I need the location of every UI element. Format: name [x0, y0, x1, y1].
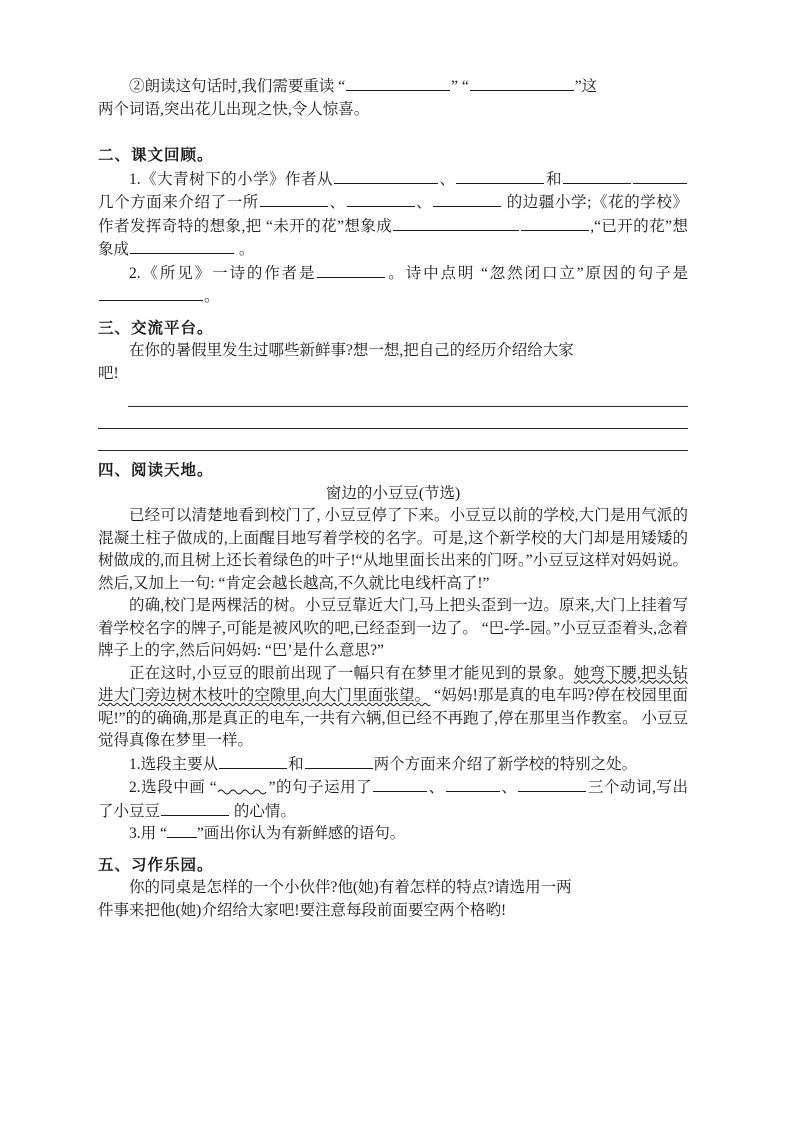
q1-text-h: 《花的学校》作者发挥奇特的想象,把 “未开的花”想象成 [98, 194, 688, 235]
section3-answer-area[interactable] [98, 385, 688, 451]
blank-field[interactable] [470, 75, 574, 91]
s4q2-text-b: ”的句子运用了 [268, 779, 373, 796]
blank-field[interactable] [347, 191, 415, 207]
blank-field[interactable] [518, 776, 586, 792]
q2-text-d: 。 [204, 288, 220, 305]
s4q2-text-e: 三个 [587, 779, 620, 796]
s4q2-text-c: 、 [428, 779, 445, 796]
passage-paragraph-1: 已经可以清楚地看到校门了, 小豆豆停了下来。小豆豆以前的学校,大门是用气派的混凝土柱子做成的,上面醒目地写着学校的名字。可是,这个新学校的大门却是用矮矮的树做成的,而且树上还长着绿色的叶子!“从地里面长出来的门呀。”小豆豆这样对妈妈说。然后,又加上一句: “肯定会越长越高,不久就比电线杆高了!” [98, 507, 688, 592]
q1-text-c: 和 [545, 170, 562, 188]
q1-text-j: 。 [235, 241, 255, 258]
blank-field[interactable] [219, 753, 287, 769]
blank-field[interactable] [393, 215, 519, 231]
spacer [98, 309, 688, 318]
section4-question-1 [98, 753, 688, 777]
q1-text-e: 、 [328, 194, 346, 211]
s4q1-text-b: 和 [288, 755, 304, 773]
passage-title: 窗边的小豆豆(节选) [325, 484, 461, 502]
item-2-text-a: ②朗读这句话时,我们需要重读 “ [129, 78, 346, 95]
blank-field[interactable] [563, 168, 631, 184]
passage-p3-wavy-underlined: 她弯下腰,把头钻进大门旁边树木枝叶的空隙里,向大门里面张望。 [98, 664, 688, 704]
s4q2-text-a: 2.选段中画 “ [129, 779, 217, 796]
section5-prompt-line1: 你的同桌是怎样的一个小伙伴?他(她)有着怎样的特点?请选用一两 [129, 879, 572, 896]
s4q1-text-d: 之处。 [590, 755, 638, 773]
blank-field[interactable] [456, 168, 544, 184]
blank-field[interactable] [346, 75, 450, 91]
q1-text-g: 的边疆小学; [502, 194, 592, 211]
answer-rule[interactable] [98, 429, 688, 451]
blank-field[interactable] [633, 168, 687, 184]
blank-field[interactable] [334, 168, 438, 184]
q2-text-c: 句子是 [637, 264, 688, 282]
passage-paragraph-3 [98, 663, 688, 753]
section-heading-3: 三、交流平台。 [98, 319, 214, 337]
s4q1-text-a: 1.选段主要从 [129, 755, 219, 773]
spacer [98, 451, 688, 460]
answer-rule[interactable] [98, 407, 688, 429]
section3-prompt-line2: 吧! [98, 364, 119, 382]
section2-question-2 [98, 262, 688, 309]
blank-field[interactable] [373, 776, 427, 792]
blank-field[interactable] [521, 215, 589, 231]
blank-field[interactable] [305, 753, 373, 769]
section-heading-5: 五、习作乐园。 [98, 856, 214, 874]
passage-p3-post: “妈妈!那是真的电车吗?停在校园里面呢!”的的确确,那是真正的电车,一共有六辆,但已经不再跑了,停在那里当作教室。 小豆豆觉得真像在梦里一样。 [98, 687, 688, 749]
s4q2-text-d: 、 [500, 779, 518, 796]
spacer [98, 846, 688, 855]
blank-field[interactable] [433, 191, 501, 207]
passage-p3-pre: 正在这时,小豆豆的眼前出现了一幅只有在梦里才能见到的景象。 [129, 664, 574, 682]
section-heading-2: 二、课文回顾。 [98, 147, 214, 164]
item-2-text-c: ”这 [574, 78, 598, 95]
q1-text-i: ,“已开的花”想象成 [98, 217, 689, 258]
blank-field[interactable] [130, 238, 234, 254]
section2-question-1 [98, 168, 688, 262]
q1-text-a: 1.《大青树下的小学》作者从 [129, 170, 333, 188]
section-heading-4: 四、阅读天地。 [98, 462, 214, 479]
s4q2-text-f: 动词,写出了小豆豆 [98, 779, 688, 820]
q2-text-a: 2.《所见》一诗的作者是 [129, 264, 317, 282]
q1-text-f: 、 [415, 194, 433, 211]
q1-text-d: 几个方面来介绍了一所 [98, 194, 259, 211]
blank-field[interactable] [161, 800, 229, 816]
s4q3-text-a: 3.用 “ [129, 825, 167, 842]
item-2-text-b: ” “ [451, 78, 469, 95]
blank-field[interactable] [99, 285, 203, 301]
section3-prompt-line1: 在你的暑假里发生过哪些新鲜事?想一想,把自己的经历介绍给大家 [129, 342, 574, 359]
page-content [98, 75, 688, 922]
s4q3-text-b: ”画出你认为有新鲜感的语句。 [196, 825, 406, 842]
blank-field[interactable] [446, 776, 500, 792]
blank-field[interactable] [260, 191, 328, 207]
s4q2-text-g: 的心情。 [230, 802, 296, 820]
item-2-paragraph [98, 75, 688, 99]
blank-field[interactable] [317, 262, 385, 278]
section4-question-2 [98, 776, 688, 823]
q1-text-b: 、 [439, 170, 456, 188]
passage-paragraph-2: 的确,校门是两棵活的树。小豆豆靠近大门,马上把头歪到一边。原来,大门上挂着写着学校名字的牌子,可能是被风吹的吧,已经歪到一边了。 “巴-学-园。”小豆豆歪着头,念着牌子上的字,然后问妈妈: “巴’是什么意思?” [98, 597, 688, 659]
wavy-line-sample-icon [217, 781, 269, 795]
section5-prompt-line2: 件事来把他(她)介绍给大家吧!要注意每段前面要空两个格哟! [98, 901, 507, 919]
answer-rule[interactable] [128, 385, 688, 407]
s4q1-text-c: 两个方面来介绍了新学校的特别 [373, 755, 591, 773]
section4-question-3 [98, 823, 688, 846]
item-2-paragraph-line2: 两个词语,突出花儿出现之快,令人惊喜。 [98, 100, 370, 118]
q2-text-b: 。诗中点明 “忽然闭口立”原因的 [386, 264, 638, 282]
spacer [98, 121, 688, 145]
straight-line-sample-icon [167, 824, 197, 838]
